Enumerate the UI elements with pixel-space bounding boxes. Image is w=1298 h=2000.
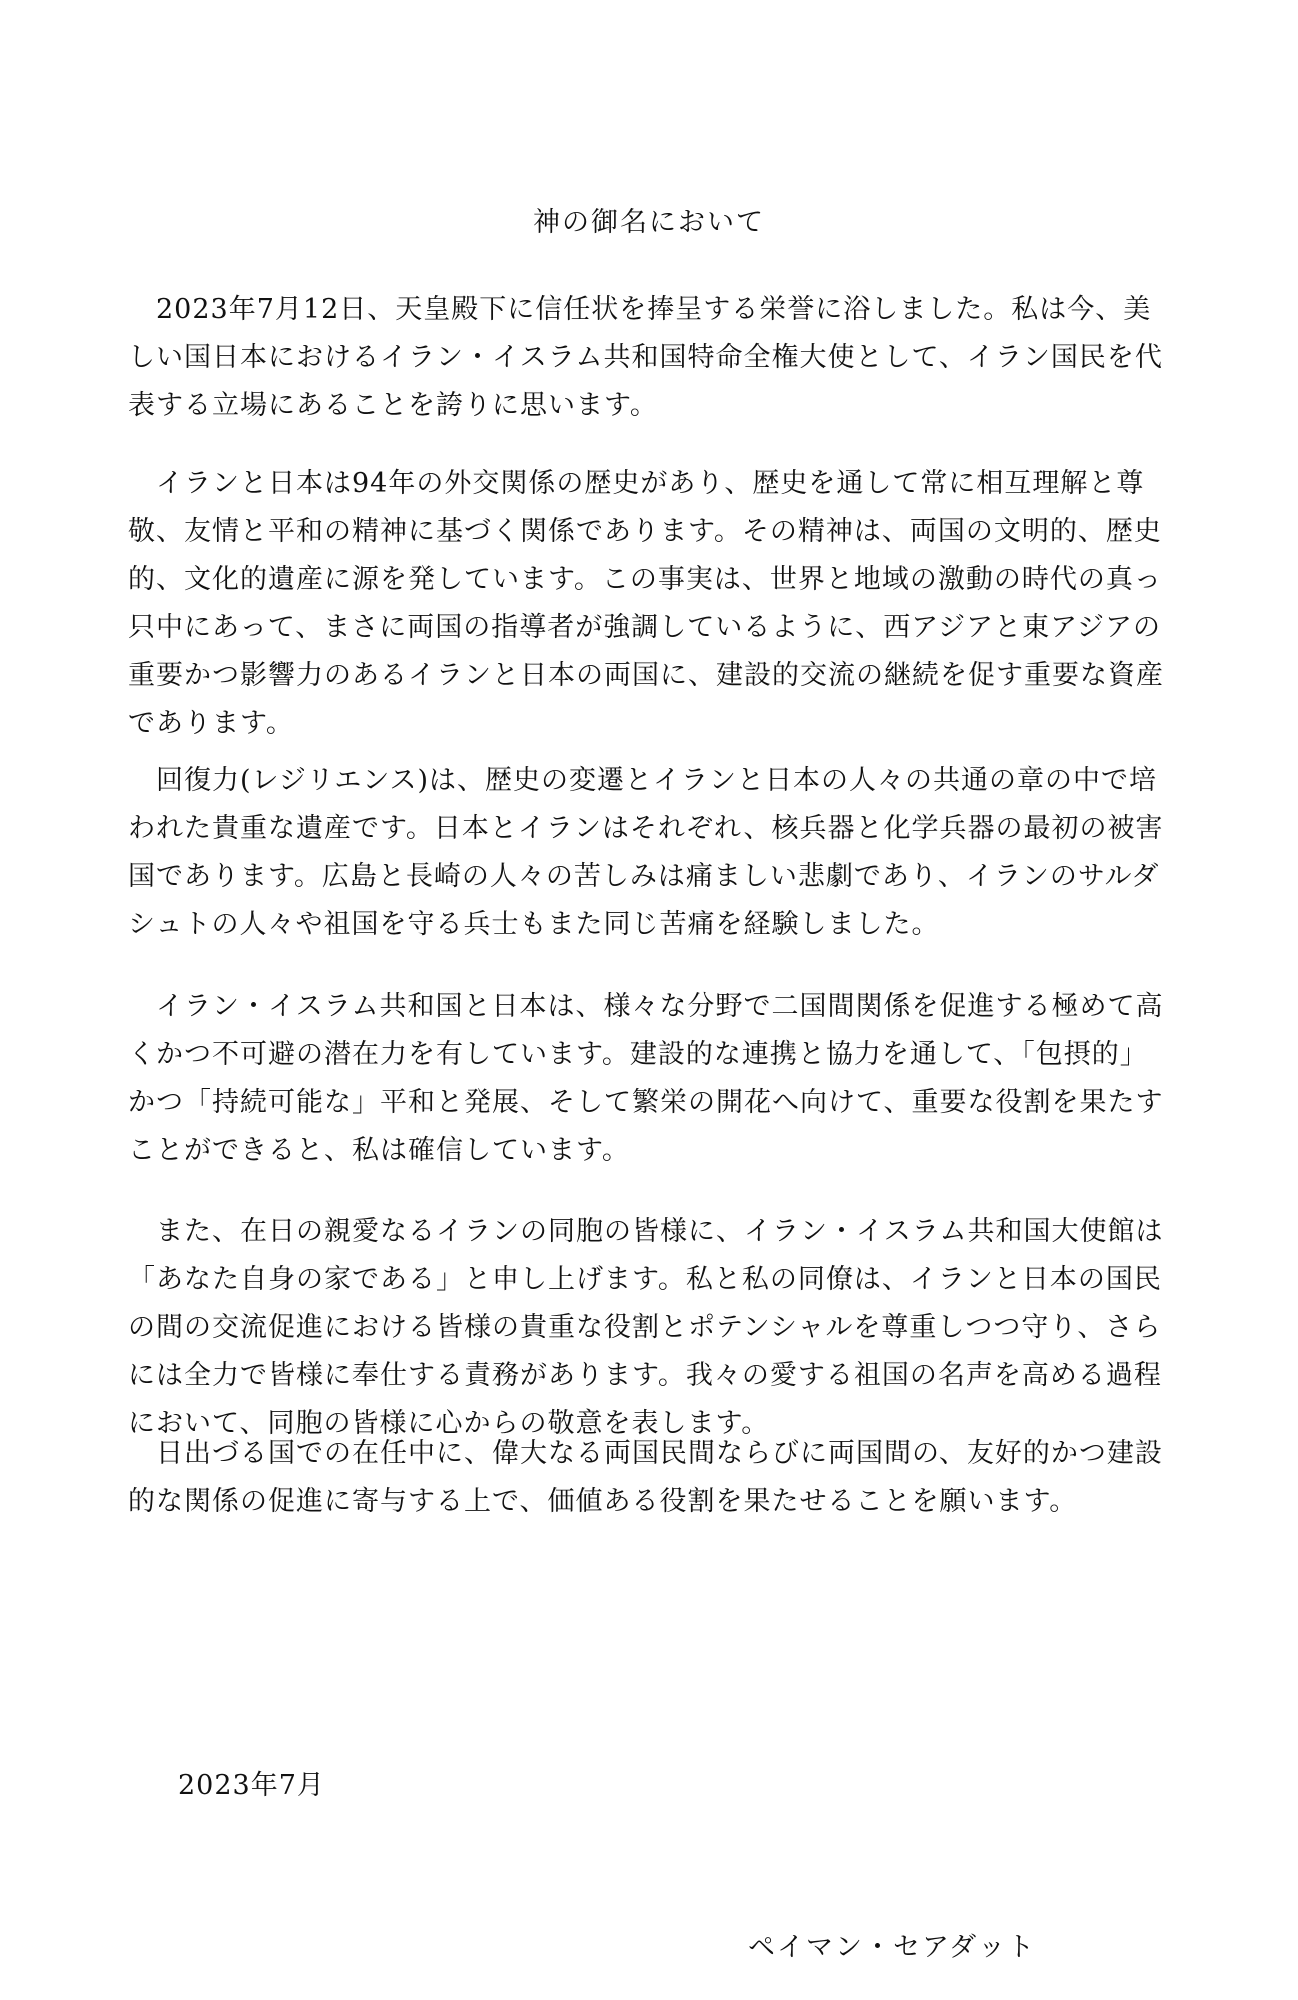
paragraph-line: 国であります。広島と長崎の人々の苦しみは痛ましい悲劇であり、イランのサルダ xyxy=(128,861,1160,892)
letter-heading: 神の御名において xyxy=(533,207,765,238)
paragraph-line: 的、文化的遺産に源を発しています。この事実は、世界と地域の激動の時代の真っ xyxy=(128,564,1162,595)
paragraph-credentials xyxy=(128,286,1176,430)
paragraph-line: われた貴重な遺産です。日本とイランはそれぞれ、核兵器と化学兵器の最初の被害 xyxy=(128,813,1164,844)
paragraph-line: ことができると、私は確信しています。 xyxy=(128,1135,630,1166)
signature-name: ペイマン・セアダット xyxy=(748,1932,1037,1963)
paragraph-line: 回復力(レジリエンス)は、歴史の変遷とイランと日本の人々の共通の章の中で培 xyxy=(128,765,1158,796)
paragraph-line: かつ「持続可能な」平和と発展、そして繁栄の開花へ向けて、重要な役割を果たす xyxy=(128,1087,1164,1118)
paragraph-line: 重要かつ影響力のあるイランと日本の両国に、建設的交流の継続を促す重要な資産 xyxy=(128,660,1164,691)
paragraph-line: 2023年7月12日、天皇殿下に信任状を捧呈する栄誉に浴しました。私は今、美 xyxy=(128,294,1152,325)
paragraph-line: 敬、友情と平和の精神に基づく関係であります。その精神は、両国の文明的、歴史 xyxy=(128,516,1162,547)
paragraph-line: イラン・イスラム共和国と日本は、様々な分野で二国間関係を促進する極めて高 xyxy=(128,991,1164,1022)
letter-date: 2023年7月 xyxy=(178,1770,325,1801)
paragraph-closing xyxy=(128,1430,1176,1526)
paragraph-line: 「あなた自身の家である」と申し上げます。私と私の同僚は、イランと日本の国民 xyxy=(128,1264,1162,1295)
paragraph-line: 日出づる国での在任中に、偉大なる両国民間ならびに両国間の、友好的かつ建設 xyxy=(128,1438,1163,1469)
paragraph-line: くかつ不可避の潜在力を有しています。建設的な連携と協力を通して、「包摂的」 xyxy=(128,1039,1148,1070)
paragraph-line: シュトの人々や祖国を守る兵士もまた同じ苦痛を経験しました。 xyxy=(128,909,940,940)
paragraph-line: 只中にあって、まさに両国の指導者が強調しているように、西アジアと東アジアの xyxy=(128,612,1162,643)
paragraph-line: また、在日の親愛なるイランの同胞の皆様に、イラン・イスラム共和国大使館は xyxy=(128,1216,1164,1247)
paragraph-line: 表する立場にあることを誇りに思います。 xyxy=(128,390,658,421)
paragraph-line: イランと日本は94年の外交関係の歴史があり、歴史を通して常に相互理解と尊 xyxy=(128,468,1145,499)
paragraph-diplomatic-history xyxy=(128,460,1176,748)
paragraph-line: しい国日本におけるイラン・イスラム共和国特命全権大使として、イラン国民を代 xyxy=(128,342,1163,373)
paragraph-bilateral-potential xyxy=(128,983,1176,1175)
paragraph-compatriots xyxy=(128,1208,1176,1448)
paragraph-line: の間の交流促進における皆様の貴重な役割とポテンシャルを尊重しつつ守り、さら xyxy=(128,1312,1162,1343)
paragraph-line: であります。 xyxy=(128,708,294,739)
paragraph-line: には全力で皆様に奉仕する責務があります。我々の愛する祖国の名声を高める過程 xyxy=(128,1360,1162,1391)
paragraph-resilience xyxy=(128,757,1176,949)
paragraph-line: 的な関係の促進に寄与する上で、価値ある役割を果たせることを願います。 xyxy=(128,1486,1078,1517)
paragraph-line: において、同胞の皆様に心からの敬意を表します。 xyxy=(128,1408,770,1439)
